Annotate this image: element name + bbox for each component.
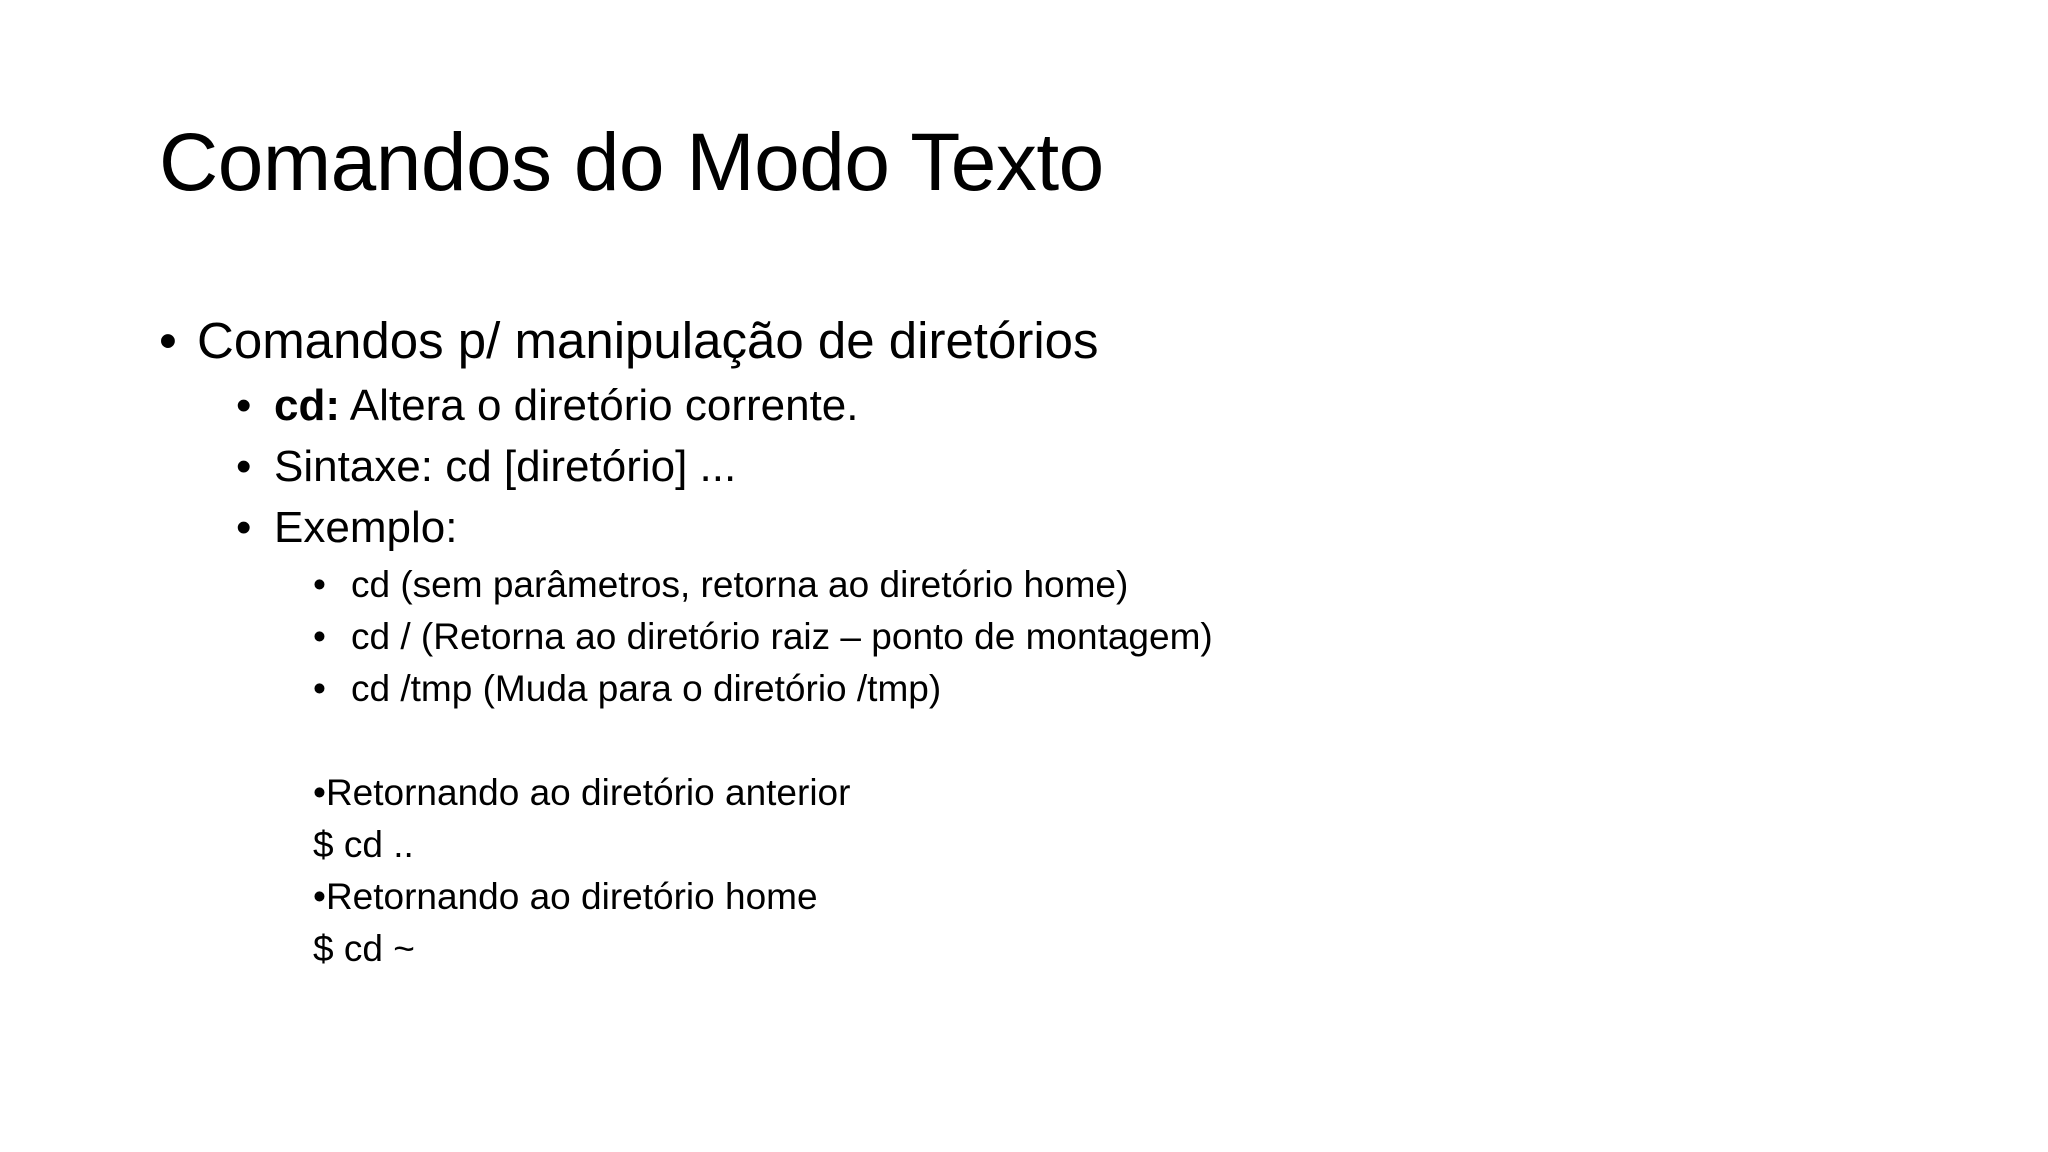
bullet-level3: • — [313, 668, 326, 709]
bullet-level2: • — [236, 503, 252, 552]
slide-title: Comandos do Modo Texto — [159, 117, 1104, 208]
bullet-level2-item: Exemplo: — [274, 503, 458, 552]
command-name: cd: — [274, 381, 340, 430]
bullet-level1-text: Comandos p/ manipulação de diretórios — [197, 312, 1099, 369]
bullet-level2-item: Sintaxe: cd [diretório] ... — [274, 442, 737, 491]
bullet-level3-item: cd (sem parâmetros, retorna ao diretório home) — [351, 564, 1129, 605]
bullet-level3-item: cd / (Retorna ao diretório raiz – ponto de montagem) — [351, 616, 1213, 657]
bullet-level2-item — [274, 380, 858, 433]
bullet-level1: • — [159, 312, 177, 369]
text-line: •Retornando ao diretório anterior — [313, 772, 851, 813]
command-line: $ cd .. — [313, 824, 414, 865]
command-line: $ cd ~ — [313, 928, 415, 969]
bullet-level2: • — [236, 381, 252, 430]
bullet-level3: • — [313, 564, 326, 605]
command-description: Altera o diretório corrente. — [340, 381, 859, 430]
bullet-level2: • — [236, 442, 252, 491]
bullet-level3: • — [313, 616, 326, 657]
bullet-level3-item: cd /tmp (Muda para o diretório /tmp) — [351, 668, 942, 709]
text-line: •Retornando ao diretório home — [313, 876, 818, 917]
